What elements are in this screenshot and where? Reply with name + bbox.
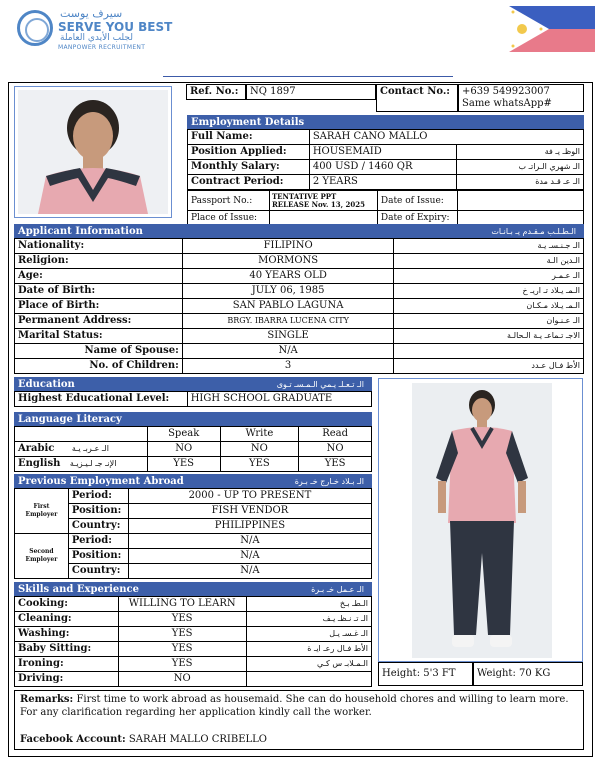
skills-row — [15, 672, 372, 687]
first-position-label: Position: — [68, 504, 128, 519]
religion-value: MORMONS — [182, 254, 394, 269]
employment-details-header — [187, 115, 584, 129]
facebook-block — [20, 733, 267, 746]
salary-label-arabic: الـ شهري الـراتـ ب — [457, 160, 584, 175]
first-employer-label: First Employer — [15, 489, 69, 534]
washing-value: YES — [118, 627, 246, 642]
write-header: Write — [220, 427, 299, 442]
address-label: Permanent Address: — [15, 314, 183, 329]
applicant-row — [15, 314, 584, 329]
facebook-label: Facebook Account: — [20, 734, 126, 745]
logo-arabic-name: سيرف يوست — [60, 7, 123, 20]
education-table — [14, 391, 372, 407]
dob-value: JULY 06, 1985 — [182, 284, 394, 299]
second-employer-row — [15, 564, 372, 579]
contract-label: Contract Period: — [188, 175, 310, 190]
salary-value: 400 USD / 1460 QR — [309, 160, 457, 175]
position-label-arabic: الوظـ يـ فة — [457, 145, 584, 160]
applicant-row — [15, 254, 584, 269]
nationality-label-arabic: الـ جـنـسـ يـة — [394, 239, 584, 254]
previous-employment-header — [14, 474, 372, 488]
washing-label: Washing: — [15, 627, 119, 642]
education-level-label: Highest Educational Level: — [15, 392, 188, 407]
second-employer-row — [15, 534, 372, 549]
skills-title-arabic: الـ عـمل خـ بـرة — [311, 585, 364, 594]
baby-sitting-value: YES — [118, 642, 246, 657]
salary-label: Monthly Salary: — [188, 160, 310, 175]
washing-label-arabic: الـ غـسـ يـل — [246, 627, 371, 642]
full-name-label: Full Name: — [188, 130, 310, 145]
second-employer-label: Second Employer — [15, 534, 69, 579]
employment-details-table — [187, 129, 584, 190]
arabic-read-value: NO — [299, 442, 372, 457]
ironing-label: Ironing: — [15, 657, 119, 672]
skills-row — [15, 597, 372, 612]
ref-no-label: Ref. No.: — [186, 84, 246, 100]
passport-label: Passport No.: — [188, 191, 270, 211]
cooking-value: WILLING TO LEARN — [118, 597, 246, 612]
contact-no-label: Contact No.: — [376, 84, 458, 112]
employment-row-salary — [188, 160, 584, 175]
spouse-value: N/A — [182, 344, 394, 359]
skills-row — [15, 657, 372, 672]
full-name-value: SARAH CANO MALLO — [309, 130, 583, 145]
place-of-issue-label: Place of Issue: — [188, 211, 270, 226]
position-value: HOUSEMAID — [309, 145, 457, 160]
cooking-label: Cooking: — [15, 597, 119, 612]
header-divider — [163, 76, 453, 77]
children-value: 3 — [182, 359, 394, 374]
ironing-label-arabic: الـمـلابـ س كـي — [246, 657, 371, 672]
children-label: No. of Children: — [15, 359, 183, 374]
skills-table — [14, 596, 372, 687]
english-language-name-arabic: الإنـ جـ لـيـزيـة — [69, 459, 117, 468]
arabic-language-label — [15, 442, 148, 457]
english-speak-value: YES — [147, 457, 220, 472]
contact-no-cell — [458, 84, 584, 112]
remarks-label: Remarks: — [20, 694, 74, 705]
cleaning-label: Cleaning: — [15, 612, 119, 627]
education-title: Education — [18, 379, 75, 390]
cleaning-value: YES — [118, 612, 246, 627]
remarks-text: First time to work abroad as housemaid. She can do household chores and willing to learn more. For any clarification regarding her application kindly call the worker. — [20, 694, 569, 718]
date-of-issue-value — [457, 191, 583, 211]
spouse-label-arabic — [394, 344, 584, 359]
passport-row — [188, 191, 584, 211]
dob-label: Date of Birth: — [15, 284, 183, 299]
address-label-arabic: الـ عـنـوان — [394, 314, 584, 329]
first-employer-row — [15, 504, 372, 519]
education-level-value: HIGH SCHOOL GRADUATE — [187, 392, 371, 407]
previous-employment-title-arabic: الـ بـلاد خـارج خـ بـرة — [294, 477, 364, 486]
skills-row — [15, 612, 372, 627]
applicant-row — [15, 299, 584, 314]
ref-no-value: NQ 1897 — [246, 84, 376, 100]
place-of-birth-value: SAN PABLO LAGUNA — [182, 299, 394, 314]
education-header — [14, 377, 372, 391]
baby-sitting-label-arabic: الأط فـال رعـ ايـ ة — [246, 642, 371, 657]
facebook-value: SARAH MALLO CRIBELLO — [128, 734, 267, 745]
applicant-row — [15, 329, 584, 344]
date-of-expiry-label: Date of Expiry: — [377, 211, 457, 226]
nationality-value: FILIPINO — [182, 239, 394, 254]
page-header — [0, 0, 601, 70]
language-corner-cell — [15, 427, 148, 442]
skills-header — [14, 582, 372, 596]
nationality-label: Nationality: — [15, 239, 183, 254]
english-language-name: English — [18, 458, 61, 469]
passport-value-line2: RELEASE Nov. 13, 2025 — [271, 199, 366, 209]
philippines-flag-icon — [509, 6, 595, 52]
religion-label: Religion: — [15, 254, 183, 269]
remarks-block — [20, 693, 580, 719]
previous-employment-title: Previous Employment Abroad — [18, 476, 184, 487]
applicant-row — [15, 344, 584, 359]
contact-no-note: Same whatsApp# — [462, 98, 552, 109]
agency-logo-icon — [17, 10, 53, 46]
read-header: Read — [299, 427, 372, 442]
employment-details-title: Employment Details — [191, 117, 305, 128]
skills-title: Skills and Experience — [18, 584, 139, 595]
english-write-value: YES — [220, 457, 299, 472]
address-value: BRGY. IBARRA LUCENA CITY — [182, 314, 394, 329]
education-row — [15, 392, 372, 407]
driving-label: Driving: — [15, 672, 119, 687]
religion-label-arabic: الـدين الـة — [394, 254, 584, 269]
first-period-value: 2000 - UP TO PRESENT — [128, 489, 371, 504]
second-position-value: N/A — [128, 549, 371, 564]
second-period-value: N/A — [128, 534, 371, 549]
second-country-label: Country: — [68, 564, 128, 579]
age-value: 40 YEARS OLD — [182, 269, 394, 284]
education-title-arabic: الـ تـعـلـ يـمي الـمـسـ تـوى — [276, 380, 364, 389]
arabic-language-name-arabic: الـ عـربـ يـة — [71, 444, 109, 453]
second-country-value: N/A — [128, 564, 371, 579]
place-of-birth-label: Place of Birth: — [15, 299, 183, 314]
arabic-write-value: NO — [220, 442, 299, 457]
passport-table — [187, 190, 584, 226]
ironing-value: YES — [118, 657, 246, 672]
driving-value: NO — [118, 672, 246, 687]
contact-no-value: +639 549923007 — [462, 86, 550, 97]
applicant-info-title: Applicant Information — [18, 226, 143, 237]
height-value: Height: 5'3 FT — [378, 662, 473, 686]
language-header — [14, 412, 372, 426]
children-label-arabic: الأط فـال عـدد — [394, 359, 584, 374]
first-employer-row — [15, 489, 372, 504]
employment-row-position — [188, 145, 584, 160]
language-row-english — [15, 457, 372, 472]
applicant-portrait-photo — [18, 90, 168, 214]
logo-english-name: SERVE YOU BEST — [58, 20, 173, 34]
position-label: Position Applied: — [188, 145, 310, 160]
employment-row-contract — [188, 175, 584, 190]
applicant-info-header — [14, 224, 584, 238]
first-position-value: FISH VENDOR — [128, 504, 371, 519]
passport-value-cell — [269, 191, 377, 211]
applicant-info-title-arabic: الـطـلـب مـقـدم يـ بـانـات — [491, 227, 576, 236]
applicant-info-table — [14, 238, 584, 374]
applicant-full-body-photo — [412, 383, 552, 658]
weight-value: Weight: 70 KG — [473, 662, 583, 686]
logo-arabic-subtitle: لجلب الأيدي العاملة — [60, 33, 133, 43]
applicant-row — [15, 284, 584, 299]
language-table — [14, 426, 372, 472]
applicant-row — [15, 239, 584, 254]
passport-value-line1: TENTATIVE PPT — [271, 191, 337, 201]
first-country-label: Country: — [68, 519, 128, 534]
marital-status-label-arabic: الاجـ تـماعـ يـة الـحالـة — [394, 329, 584, 344]
previous-employment-table — [14, 488, 372, 579]
age-label-arabic: الـ عـمـر — [394, 269, 584, 284]
cleaning-label-arabic: الـ تـ نـظـ يـف — [246, 612, 371, 627]
contract-value: 2 YEARS — [309, 175, 457, 190]
driving-label-arabic — [246, 672, 371, 687]
applicant-row — [15, 269, 584, 284]
language-title: Language Literacy — [18, 414, 122, 425]
language-header-row — [15, 427, 372, 442]
skills-row — [15, 642, 372, 657]
dob-label-arabic: الـمـ يـلاد تـ اريـ خ — [394, 284, 584, 299]
first-country-value: PHILIPPINES — [128, 519, 371, 534]
second-period-label: Period: — [68, 534, 128, 549]
first-employer-row — [15, 519, 372, 534]
arabic-speak-value: NO — [147, 442, 220, 457]
english-read-value: YES — [299, 457, 372, 472]
first-period-label: Period: — [68, 489, 128, 504]
age-label: Age: — [15, 269, 183, 284]
english-language-label — [15, 457, 148, 472]
logo-subtitle: MANPOWER RECRUITMENT — [58, 44, 146, 51]
baby-sitting-label: Baby Sitting: — [15, 642, 119, 657]
cooking-label-arabic: الـطـ بـخ — [246, 597, 371, 612]
applicant-row — [15, 359, 584, 374]
employment-row-name — [188, 130, 584, 145]
skills-row — [15, 627, 372, 642]
contract-label-arabic: الـ عـ قـد مدة — [457, 175, 584, 190]
second-employer-row — [15, 549, 372, 564]
speak-header: Speak — [147, 427, 220, 442]
date-of-issue-label: Date of Issue: — [377, 191, 457, 211]
language-row-arabic — [15, 442, 372, 457]
second-position-label: Position: — [68, 549, 128, 564]
marital-status-value: SINGLE — [182, 329, 394, 344]
arabic-language-name: Arabic — [18, 443, 55, 454]
spouse-label: Name of Spouse: — [15, 344, 183, 359]
place-of-birth-label-arabic: الـمـ يـلاد مـكـان — [394, 299, 584, 314]
marital-status-label: Marital Status: — [15, 329, 183, 344]
